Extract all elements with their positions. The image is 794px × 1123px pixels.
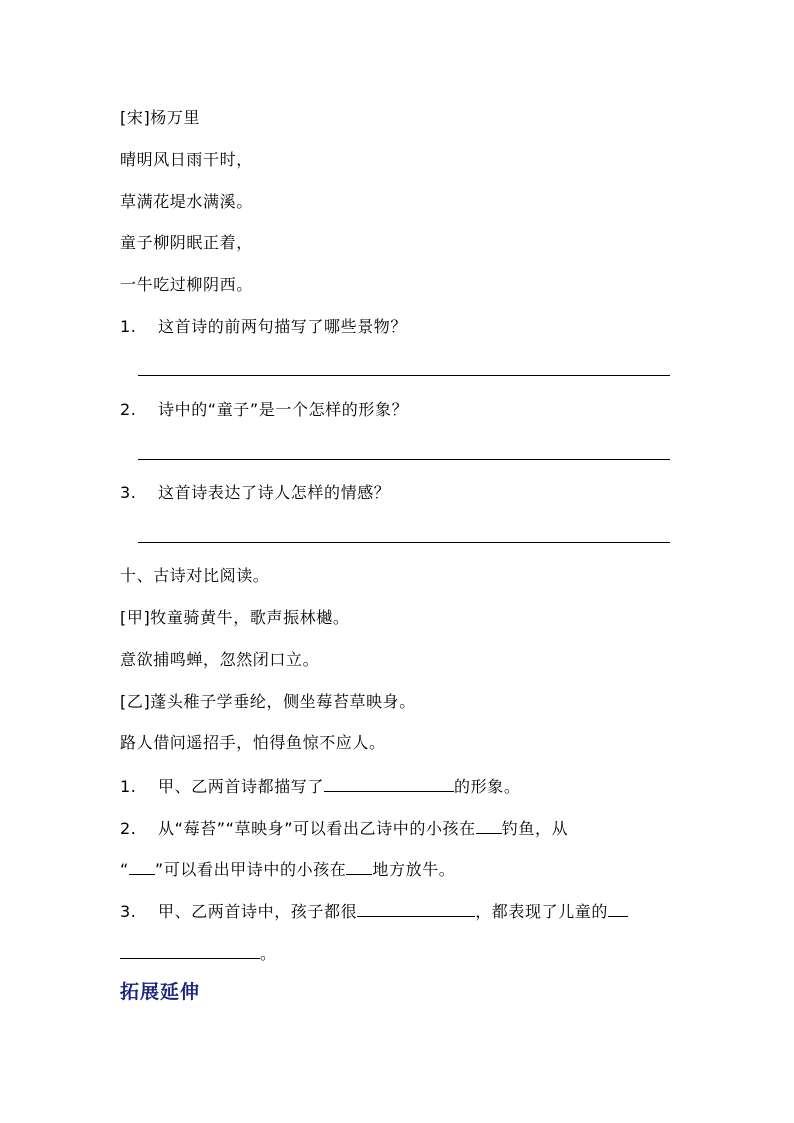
- question-text: 地方放牛。: [372, 860, 456, 879]
- compare-question-2-cont: [120, 858, 455, 880]
- question-text: 的形象。: [454, 777, 521, 796]
- fill-blank[interactable]: [324, 775, 454, 792]
- poem-b-line-1: [乙]蓬头稚子学垂纶，侧坐莓苔草映身。: [120, 692, 416, 711]
- poem-a-line-1: [甲]牧童骑黄牛，歌声振林樾。: [120, 608, 350, 627]
- poem-line-3: 童子柳阴眠正着，: [120, 233, 253, 252]
- compare-question-2: [120, 817, 568, 839]
- poem-line-1: 晴明风日雨干时，: [120, 150, 253, 169]
- question-number: 3.: [120, 483, 137, 502]
- question-text: 。: [260, 944, 277, 963]
- question-number: 1.: [120, 317, 137, 336]
- question-text: 钓鱼，从: [501, 819, 569, 838]
- compare-question-1: [120, 775, 520, 797]
- question-number: 2.: [120, 400, 137, 419]
- answer-line-3[interactable]: [138, 542, 670, 543]
- poem-a-line-2: 意欲捕鸣蝉，忽然闭口立。: [120, 650, 320, 669]
- question-text: 甲、乙两首诗都描写了: [158, 777, 325, 796]
- poem-line-2: 草满花堤水满溪。: [120, 192, 253, 211]
- fill-blank[interactable]: [357, 900, 475, 917]
- question-number: 3.: [120, 902, 137, 921]
- compare-question-3: [120, 900, 628, 922]
- question-text: 甲、乙两首诗中，孩子都很: [158, 902, 358, 921]
- question-3: [120, 483, 390, 503]
- question-text: ，都表现了儿童的: [475, 902, 609, 921]
- question-text: ”可以看出甲诗中的小孩在: [154, 860, 347, 879]
- fill-blank[interactable]: [346, 858, 372, 875]
- question-2: [120, 400, 408, 420]
- fill-blank[interactable]: [608, 900, 628, 917]
- fill-blank[interactable]: [120, 942, 260, 959]
- compare-question-3-cont: [120, 942, 277, 964]
- poem-author: [宋]杨万里: [120, 108, 201, 127]
- question-text: “: [120, 860, 129, 879]
- question-text: 从“莓苔”“草映身”可以看出乙诗中的小孩在: [158, 819, 476, 838]
- question-number: 1.: [120, 777, 137, 796]
- answer-line-1[interactable]: [138, 375, 670, 376]
- answer-line-2[interactable]: [138, 459, 670, 460]
- section-title: 十、古诗对比阅读。: [120, 566, 270, 585]
- extension-heading: 拓展延伸: [120, 981, 201, 1003]
- fill-blank[interactable]: [476, 817, 502, 834]
- question-1: [120, 317, 407, 337]
- question-number: 2.: [120, 819, 137, 838]
- question-text: 这首诗的前两句描写了哪些景物？: [158, 317, 408, 336]
- question-text: 诗中的“童子”是一个怎样的形象？: [158, 400, 409, 419]
- fill-blank[interactable]: [129, 858, 155, 875]
- poem-b-line-2: 路人借问遥招手，怕得鱼惊不应人。: [120, 733, 386, 752]
- poem-line-4: 一牛吃过柳阴西。: [120, 275, 253, 294]
- question-text: 这首诗表达了诗人怎样的情感？: [158, 483, 391, 502]
